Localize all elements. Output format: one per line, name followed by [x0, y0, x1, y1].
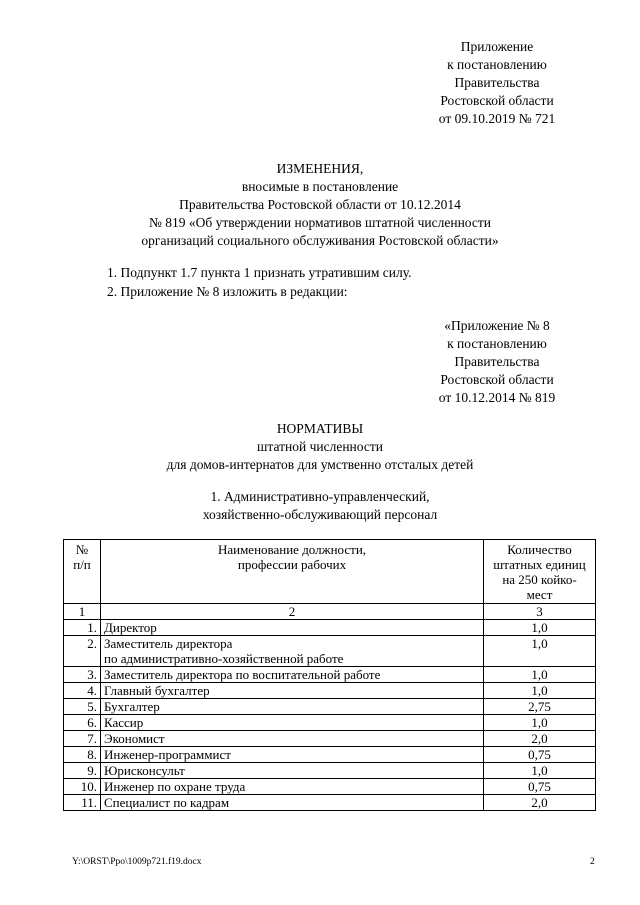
table-row: [64, 667, 596, 683]
row-quantity: 1,0: [484, 763, 596, 779]
normatives-line: для домов-интернатов для умственно отсталых детей: [166, 457, 474, 472]
changes-line: № 819 «Об утверждении нормативов штатной численности: [148, 215, 492, 230]
section-line: хозяйственно-обслуживающий персонал: [202, 507, 438, 522]
normatives-line: штатной численности: [257, 439, 383, 454]
changes-line: Правительства Ростовской области от 10.12.2014: [179, 197, 461, 212]
row-quantity: 0,75: [484, 779, 596, 795]
row-number: 8.: [64, 747, 101, 763]
changes-title: ИЗМЕНЕНИЯ,: [276, 161, 364, 176]
appendix-line: Приложение: [460, 39, 534, 54]
row-number: 9.: [64, 763, 101, 779]
row-quantity: 2,75: [484, 699, 596, 715]
row-quantity: 1,0: [484, 715, 596, 731]
section-line: 1. Административно-управленческий,: [210, 489, 430, 504]
row-position-name: Экономист: [101, 731, 484, 747]
appendix-line: к постановлению: [447, 57, 547, 72]
row-quantity: 1,0: [484, 636, 596, 667]
appendix-line: Ростовской области: [440, 93, 554, 108]
table-row: [64, 747, 596, 763]
inner-appendix-reference: [412, 317, 582, 407]
table-row: [64, 636, 596, 667]
row-position-name: Директор: [101, 620, 484, 636]
row-position-name: Инженер-программист: [101, 747, 484, 763]
index-cell: 3: [484, 604, 596, 620]
row-number: 2.: [64, 636, 101, 667]
changes-line: организаций социального обслуживания Ростовской области»: [141, 233, 499, 248]
table-row: [64, 795, 596, 811]
row-position-name: Инженер по охране труда: [101, 779, 484, 795]
section-heading: [60, 488, 580, 524]
row-number: 4.: [64, 683, 101, 699]
row-number: 10.: [64, 779, 101, 795]
table-row: [64, 763, 596, 779]
row-number: 5.: [64, 699, 101, 715]
row-position-name: Кассир: [101, 715, 484, 731]
row-number: 1.: [64, 620, 101, 636]
appendix-line: к постановлению: [447, 336, 547, 351]
changes-heading: [60, 160, 580, 250]
table-row: [64, 699, 596, 715]
row-position-name: Заместитель директора по воспитательной работе: [101, 667, 484, 683]
table-row: [64, 779, 596, 795]
change-item: 1. Подпункт 1.7 пункта 1 признать утратившим силу.: [107, 265, 412, 280]
row-quantity: 1,0: [484, 683, 596, 699]
appendix-reference: [412, 38, 582, 128]
table-body: [64, 604, 596, 811]
row-number: 11.: [64, 795, 101, 811]
index-cell: 1: [64, 604, 101, 620]
index-cell: 2: [101, 604, 484, 620]
row-number: 3.: [64, 667, 101, 683]
footer-file-path: Y:\ORST\Ppo\1009p721.f19.docx: [72, 857, 202, 867]
row-number: 6.: [64, 715, 101, 731]
table-row: [64, 620, 596, 636]
row-position-name: Бухгалтер: [101, 699, 484, 715]
row-position-name: Заместитель директора по административно-хозяйственной работе: [101, 636, 484, 667]
header-position-name: Наименование должности, профессии рабочих: [101, 540, 484, 604]
row-position-name: Специалист по кадрам: [101, 795, 484, 811]
table-row: [64, 731, 596, 747]
row-quantity: 1,0: [484, 620, 596, 636]
change-item: 2. Приложение № 8 изложить в редакции:: [107, 284, 348, 299]
header-quantity: Количество штатных единиц на 250 койко- мест: [484, 540, 596, 604]
appendix-line: Правительства: [454, 75, 540, 90]
staff-table: [63, 539, 596, 811]
appendix-line: от 09.10.2019 № 721: [438, 111, 556, 126]
appendix-line: от 10.12.2014 № 819: [438, 390, 556, 405]
footer-page-number: 2: [590, 857, 595, 867]
column-index-row: [64, 604, 596, 620]
table-row: [64, 683, 596, 699]
row-quantity: 1,0: [484, 667, 596, 683]
changes-line: вносимые в постановление: [241, 179, 399, 194]
appendix-line: Ростовской области: [440, 372, 554, 387]
row-quantity: 0,75: [484, 747, 596, 763]
normatives-title: НОРМАТИВЫ: [276, 421, 364, 436]
row-number: 7.: [64, 731, 101, 747]
row-position-name: Главный бухгалтер: [101, 683, 484, 699]
row-quantity: 2,0: [484, 731, 596, 747]
table-header-row: [64, 540, 596, 604]
appendix-line: «Приложение № 8: [444, 318, 550, 333]
normatives-heading: [60, 420, 580, 474]
table-row: [64, 715, 596, 731]
header-number: № п/п: [64, 540, 101, 604]
row-quantity: 2,0: [484, 795, 596, 811]
row-position-name: Юрисконсульт: [101, 763, 484, 779]
appendix-line: Правительства: [454, 354, 540, 369]
change-items: [107, 263, 412, 301]
